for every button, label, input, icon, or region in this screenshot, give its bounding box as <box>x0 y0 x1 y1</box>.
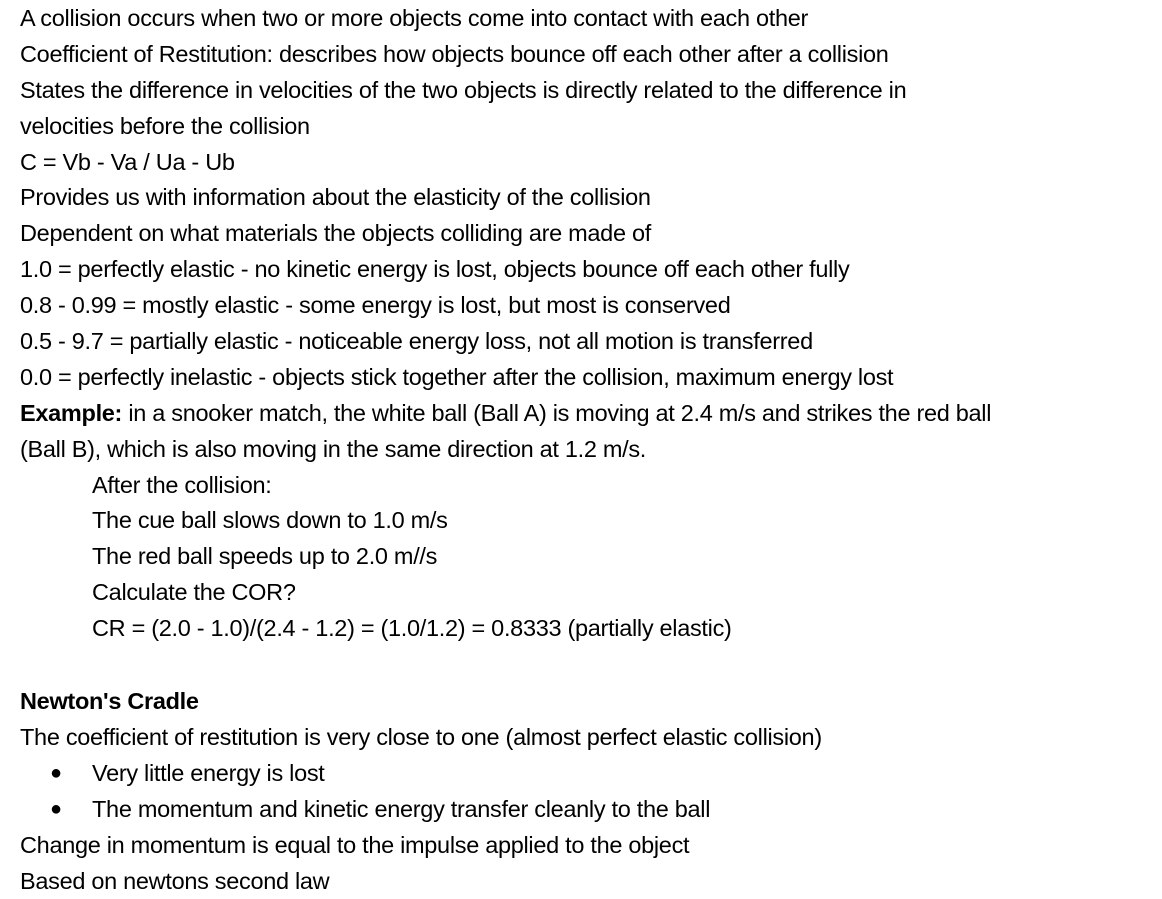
document-body <box>20 0 1152 899</box>
example-after: After the collision: <box>92 472 272 498</box>
text-line: Coefficient of Restitution: describes how objects bounce off each other after a collision <box>20 41 889 67</box>
text-line: 0.8 - 0.99 = mostly elastic - some energy is lost, but most is conserved <box>20 292 731 318</box>
text-line: Based on newtons second law <box>20 868 330 894</box>
text-line: 0.5 - 9.7 = partially elastic - noticeable energy loss, not all motion is transferred <box>20 328 813 354</box>
example-answer: CR = (2.0 - 1.0)/(2.4 - 1.2) = (1.0/1.2) = 0.8333 (partially elastic) <box>92 615 732 641</box>
list-item <box>20 755 1152 791</box>
text-line: velocities before the collision <box>20 113 310 139</box>
example-line <box>20 395 1152 431</box>
text-line: 1.0 = perfectly elastic - no kinetic energy is lost, objects bounce off each other fully <box>20 256 850 282</box>
text-line: A collision occurs when two or more objects come into contact with each other <box>20 5 809 31</box>
example-text: in a snooker match, the white ball (Ball A) is moving at 2.4 m/s and strikes the red ball <box>122 400 992 426</box>
example-cue: The cue ball slows down to 1.0 m/s <box>92 507 448 533</box>
text-line: 0.0 = perfectly inelastic - objects stick together after the collision, maximum energy lost <box>20 364 894 390</box>
text-line: The coefficient of restitution is very close to one (almost perfect elastic collision) <box>20 724 822 750</box>
bullet-icon: ● <box>50 798 62 820</box>
list-item-text: The momentum and kinetic energy transfer cleanly to the ball <box>92 796 711 822</box>
text-line: States the difference in velocities of the two objects is directly related to the difference in <box>20 77 907 103</box>
bullet-icon: ● <box>50 762 62 784</box>
formula-line: C = Vb - Va / Ua - Ub <box>20 149 235 175</box>
text-line: Provides us with information about the elasticity of the collision <box>20 184 651 210</box>
list-item-text: Very little energy is lost <box>92 760 325 786</box>
example-question: Calculate the COR? <box>92 579 296 605</box>
text-line: Change in momentum is equal to the impulse applied to the object <box>20 832 690 858</box>
list-item <box>20 791 1152 827</box>
text-line: Dependent on what materials the objects colliding are made of <box>20 220 651 246</box>
example-red: The red ball speeds up to 2.0 m//s <box>92 543 438 569</box>
section-heading: Newton's Cradle <box>20 688 199 714</box>
example-line: (Ball B), which is also moving in the same direction at 1.2 m/s. <box>20 436 647 462</box>
blank-line <box>20 646 1152 683</box>
example-label: Example: <box>20 400 123 426</box>
